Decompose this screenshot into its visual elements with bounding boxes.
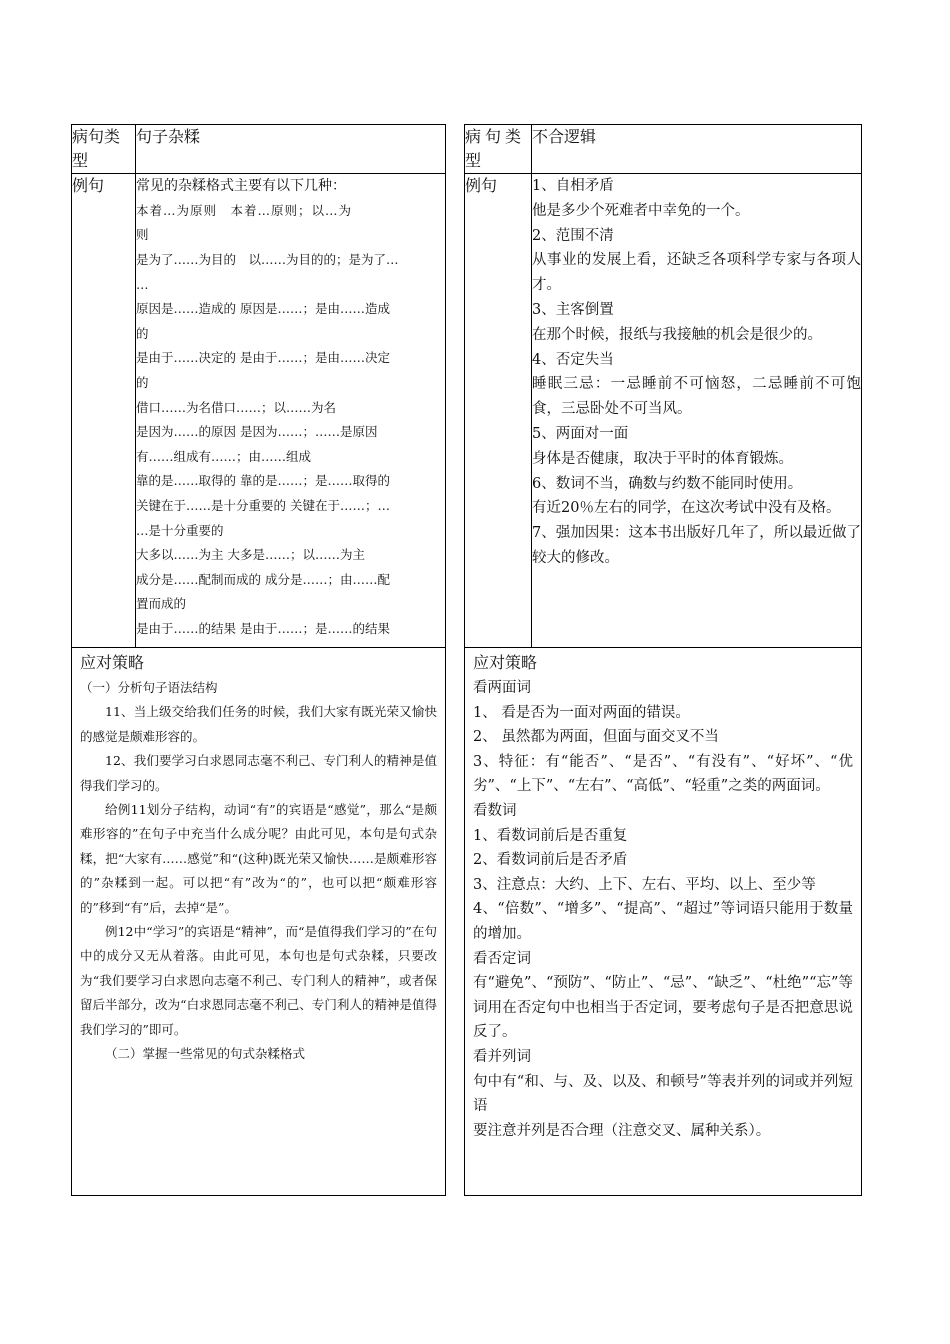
right-header-title: 不合逻辑 (532, 125, 862, 174)
strategy-paragraph: 例12中“学习”的宾语是“精神”，而“是值得我们学习的”在句中的成分又无从着落。由此可见，本句也是句式杂糅，只要改为“我们要学习白求恩向志毫不利己、专门利人的精神”，或者保留后半部分，改为“白求恩同志毫不利己、专门利人的精神是值得我们学习的”即可。 (80, 924, 437, 1037)
left-strategy-row (72, 648, 446, 1196)
example-line: 3、主客倒置 (532, 301, 614, 318)
example-line: 6、数词不当，确数与约数不能同时使用。 (532, 475, 803, 492)
right-header-label: 病句类型 (465, 125, 532, 174)
strategy-line: 3、特征：有“能否”、“是否”、“有没有”、“好坏”、“优劣”、“上下”、“左右”、“高低”、“轻重”之类的两面词。 (473, 753, 853, 795)
example-line: 借口……为名借口……；以……为名 (136, 399, 337, 415)
left-header-row (72, 125, 446, 174)
strategy-line: 句中有“和、与、及、以及、和顿号”等表并列的词或并列短语 (473, 1073, 853, 1115)
example-line: 是由于……决定的 是由于……；是由……决定 (136, 350, 390, 366)
left-header-label: 病句类型 (72, 125, 136, 174)
example-line: … (136, 276, 149, 292)
example-line: 在那个时候，报纸与我接触的机会是很少的。 (532, 326, 822, 343)
example-line: 的 (136, 374, 149, 390)
example-line: 有……组成有……；由……组成 (136, 448, 312, 464)
example-line: 关键在于……是十分重要的 关键在于……；… (136, 497, 390, 513)
example-line: 常见的杂糅格式主要有以下几种： (136, 178, 346, 194)
example-line: 4、否定失当 (532, 351, 614, 368)
strategy-line: 有“避免”、“预防”、“防止”、“忌”、“缺乏”、“杜绝”“忘”等词用在否定句中也相当于否定词，要考虑句子是否把意思说反了。 (473, 975, 853, 1041)
strategy-heading: （二）掌握一些常见的句式杂糅格式 (105, 1046, 306, 1062)
strategy-line: 4、“倍数”、“增多”、“提高”、“超过”等词语只能用于数量的增加。 (473, 901, 853, 942)
strategy-heading: （一）分析句子语法结构 (80, 680, 218, 695)
example-line: 7、强加因果：这本书出版好几年了，所以最近做了较大的修改。 (532, 525, 861, 566)
example-line: 置而成的 (136, 596, 187, 612)
left-example-row (72, 174, 446, 648)
right-example-content (532, 174, 862, 648)
right-header-row (465, 125, 862, 174)
right-strategy-cell (465, 648, 862, 1196)
strategy-line: 1、看数词前后是否重复 (473, 827, 628, 844)
example-line: 本着…为原则 本着…原则；以…为 (136, 202, 353, 218)
strategy-line: 2、 虽然都为两面，但面与面交叉不当 (473, 729, 719, 746)
strategy-paragraph: 12、我们要学习白求恩同志毫不利己、专门利人的精神是值得我们学习的。 (80, 753, 437, 793)
example-line: 靠的是……取得的 靠的是……；是……取得的 (136, 473, 390, 489)
example-line: 1、自相矛盾 (532, 178, 614, 194)
left-table (71, 124, 446, 1196)
left-example-label: 例句 (72, 174, 136, 648)
strategy-line: 2、看数词前后是否矛盾 (473, 852, 628, 869)
example-line: 是为了……为目的 以……为目的的；是为了… (136, 251, 399, 267)
example-line: 则 (136, 227, 149, 243)
example-line: …是十分重要的 (136, 522, 224, 538)
example-line: 有近20％左右的同学，在这次考试中没有及格。 (532, 500, 841, 517)
example-line: 5、两面对一面 (532, 425, 629, 442)
right-strategy-row (465, 648, 862, 1196)
strategy-paragraph: 11、当上级交给我们任务的时候，我们大家有既光荣又愉快的感觉是颇难形容的。 (80, 704, 437, 744)
strategy-line: 要注意并列是否合理（注意交叉、属种关系）。 (473, 1122, 771, 1139)
strategy-line: 1、 看是否为一面对两面的错误。 (473, 704, 690, 721)
example-line: 睡眠三忌：一忌睡前不可恼怒，二忌睡前不可饱食，三忌卧处不可当风。 (532, 376, 861, 418)
left-header-title: 句子杂糅 (136, 125, 446, 174)
left-example-content (136, 174, 446, 648)
example-line: 是由于……的结果 是由于……；是……的结果 (136, 620, 390, 636)
example-line: 大多以……为主 大多是……；以……为主 (136, 547, 365, 563)
example-line: 原因是……造成的 原因是……；是由……造成 (136, 301, 390, 317)
example-line: 的 (136, 325, 149, 341)
right-example-row (465, 174, 862, 648)
strategy-paragraph: 给例11划分子结构，动词“有”的宾语是“感觉”，那么“是颇难形容的”在句子中充当什么成分呢？由此可见，本句是句式杂糅，把“大家有……感觉”和“(这种)既光荣又愉快……是颇难形容的”杂糅到一起。可以把“有”改为“的”，也可以把“颇难形容的”移到“有”后，去掉“是”。 (80, 802, 437, 915)
strategy-heading: 看数词 (473, 802, 517, 819)
right-table (464, 124, 862, 1196)
strategy-heading: 看否定词 (473, 950, 531, 967)
strategy-heading: 看两面词 (473, 680, 531, 696)
right-strategy-title: 应对策略 (473, 653, 538, 672)
left-strategy-title: 应对策略 (80, 653, 145, 672)
example-line: 2、范围不清 (532, 227, 614, 244)
example-line: 从事业的发展上看，还缺乏各项科学专家与各项人才。 (532, 252, 861, 294)
left-strategy-cell (72, 648, 446, 1196)
example-line: 身体是否健康，取决于平时的体育锻炼。 (532, 450, 793, 467)
strategy-heading: 看并列词 (473, 1048, 531, 1065)
example-line: 是因为……的原因 是因为……；……是原因 (136, 424, 378, 440)
right-example-label: 例句 (465, 174, 532, 648)
strategy-line: 3、注意点：大约、上下、左右、平均、以上、至少等 (473, 876, 816, 893)
example-line: 成分是……配制而成的 成分是……；由……配 (136, 571, 390, 587)
example-line: 他是多少个死难者中幸免的一个。 (532, 202, 750, 219)
